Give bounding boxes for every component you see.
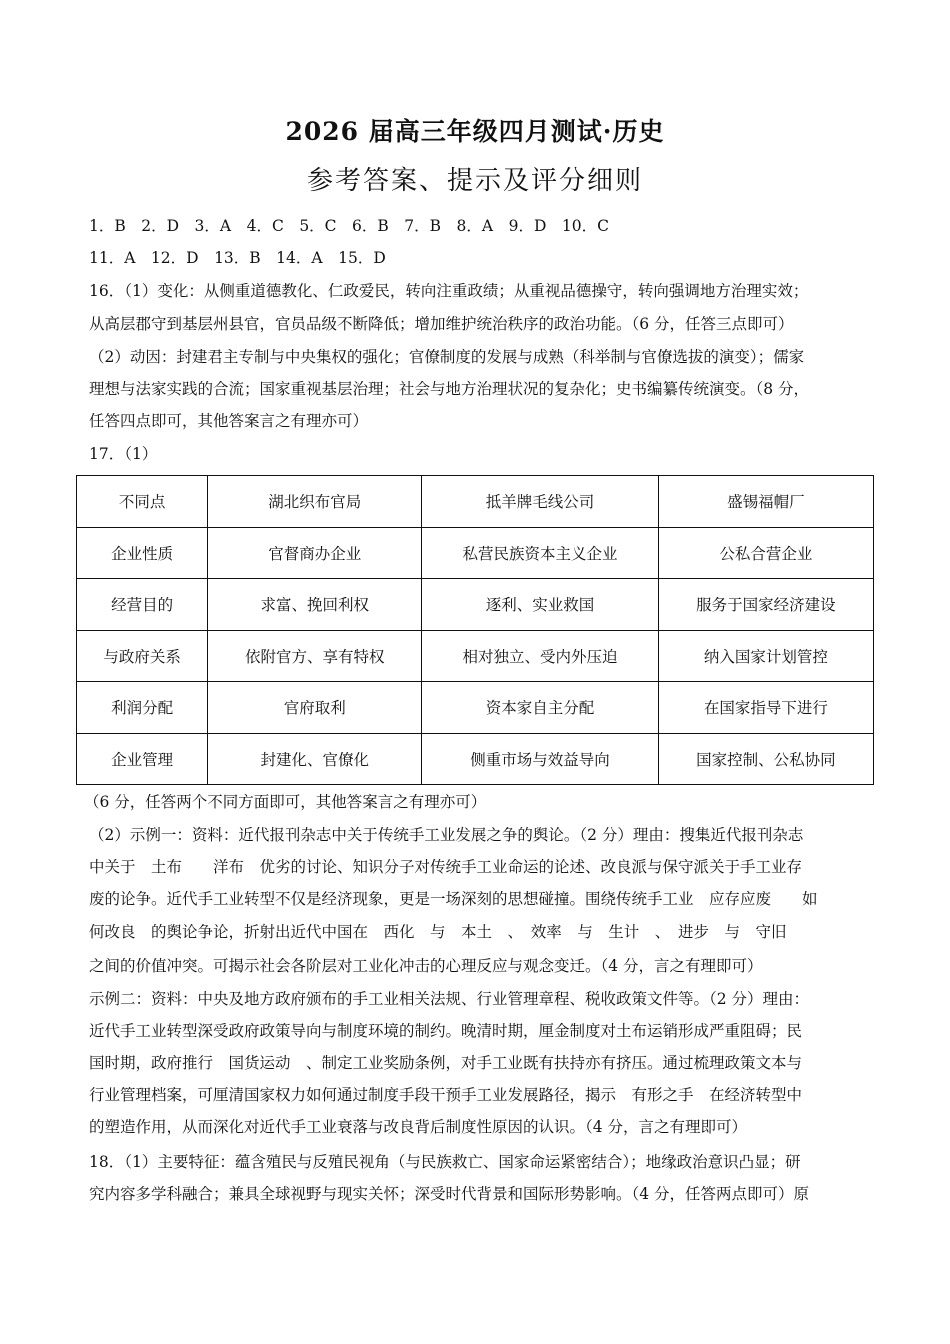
table-cell: 经营目的 — [77, 579, 208, 631]
page-subtitle: 参考答案、提示及评分细则 — [306, 166, 643, 196]
table-cell: 纳入国家计划管控 — [658, 630, 873, 682]
table-header-cell: 盛锡福帽厂 — [658, 476, 873, 528]
q17-p2-line-2: 中关于 土布 洋布 优劣的讨论、知识分子对传统手工业命运的论述、改良派与保守派关于手工业存 — [89, 858, 803, 876]
q17-p2-line-4: 何改良 的舆论争论，折射出近代中国在 西化 与 本土 、 效率 与 生计 、 进步 与 守旧 — [89, 923, 787, 941]
table-header-row — [77, 476, 874, 528]
table-row — [77, 682, 874, 734]
q17-p2-line-3: 废的论争。近代手工业转型不仅是经济现象，更是一场深刻的思想碰撞。围绕传统手工业 应存应废 如 — [89, 890, 818, 908]
table-cell: 依附官方、享有特权 — [208, 630, 422, 682]
q16-line-3: （2）动因：封建君主专制与中央集权的强化；官僚制度的发展与成熟（科举制与官僚选拔的演变）；儒家 — [89, 348, 805, 366]
table-cell: 官府取利 — [208, 682, 422, 734]
q17-score-note: （6 分，任答两个不同方面即可，其他答案言之有理亦可） — [84, 793, 487, 811]
table-cell: 侧重市场与效益导向 — [422, 733, 658, 785]
mc-answers-row-2: 11．A 12．D 13．B 14．A 15．D — [89, 249, 386, 267]
q16-line-5: 任答四点即可，其他答案言之有理亦可） — [89, 412, 369, 430]
table-cell: 官督商办企业 — [208, 527, 422, 579]
q16-line-4: 理想与法家实践的合流；国家重视基层治理；社会与地方治理状况的复杂化；史书编纂传统演变。（8 分， — [89, 380, 810, 398]
table-cell: 公私合营企业 — [658, 527, 873, 579]
page-title: 2026 届高三年级四月测试·历史 — [285, 117, 665, 146]
q17-p2-line-9: 行业管理档案，可厘清国家权力如何通过制度手段干预手工业发展路径，揭示 有形之手 在经济转型中 — [89, 1086, 803, 1104]
q17-p2-line-10: 的塑造作用，从而深化对近代手工业衰落与改良背后制度性原因的认识。（4 分，言之有理即可） — [89, 1118, 748, 1136]
table-row — [77, 579, 874, 631]
q17-p2-line-6: 示例二：资料：中央及地方政府颁布的手工业相关法规、行业管理章程、税收政策文件等。（2 分）理由： — [89, 990, 810, 1008]
table-cell: 利润分配 — [77, 682, 208, 734]
table-header-cell: 不同点 — [77, 476, 208, 528]
table-cell: 企业性质 — [77, 527, 208, 579]
q17-p2-line-1: （2）示例一：资料：近代报刊杂志中关于传统手工业发展之争的舆论。（2 分）理由：搜集近代报刊杂志 — [89, 826, 804, 844]
table-cell: 私营民族资本主义企业 — [422, 527, 658, 579]
table-cell: 相对独立、受内外压迫 — [422, 630, 658, 682]
table-cell: 在国家指导下进行 — [658, 682, 873, 734]
table-row — [77, 630, 874, 682]
q16-line-2: 从高层郡守到基层州县官，官员品级不断降低；增加维护统治秩序的政治功能。（6 分，任答三点即可） — [89, 315, 794, 333]
q17-p2-line-7: 近代手工业转型深受政府政策导向与制度环境的制约。晚清时期，厘金制度对土布运销形成严重阻碍；民 — [89, 1022, 803, 1040]
table-cell: 与政府关系 — [77, 630, 208, 682]
comparison-table — [76, 475, 874, 785]
table-cell: 求富、挽回利权 — [208, 579, 422, 631]
q18-line-2: 究内容多学科融合；兼具全球视野与现实关怀；深受时代背景和国际形势影响。（4 分，任答两点即可）原 — [89, 1185, 810, 1203]
table-header-cell: 抵羊牌毛线公司 — [422, 476, 658, 528]
q17-p2-line-8: 国时期，政府推行 国货运动 、制定工业奖励条例，对手工业既有扶持亦有挤压。通过梳理政策文本与 — [89, 1054, 803, 1072]
table-header-cell: 湖北织布官局 — [208, 476, 422, 528]
mc-answers-row-1: 1．B 2．D 3．A 4．C 5．C 6．B 7．B 8．A 9．D 10．C — [89, 217, 609, 235]
q17-label: 17．（1） — [89, 445, 158, 463]
table-row — [77, 527, 874, 579]
q16-line-1: 16．（1）变化：从侧重道德教化、仁政爱民，转向注重政绩；从重视品德操守，转向强调地方治理实效； — [89, 282, 809, 300]
q17-p2-line-5: 之间的价值冲突。可揭示社会各阶层对工业化冲击的心理反应与观念变迁。（4 分，言之有理即可） — [89, 957, 763, 975]
q18-line-1: 18．（1）主要特征：蕴含殖民与反殖民视角（与民族救亡、国家命运紧密结合）；地缘政治意识凸显；研 — [89, 1153, 801, 1171]
table-row — [77, 733, 874, 785]
table-cell: 逐利、实业救国 — [422, 579, 658, 631]
table-cell: 服务于国家经济建设 — [658, 579, 873, 631]
table-cell: 封建化、官僚化 — [208, 733, 422, 785]
table-cell: 国家控制、公私协同 — [658, 733, 873, 785]
table-cell: 企业管理 — [77, 733, 208, 785]
table-cell: 资本家自主分配 — [422, 682, 658, 734]
